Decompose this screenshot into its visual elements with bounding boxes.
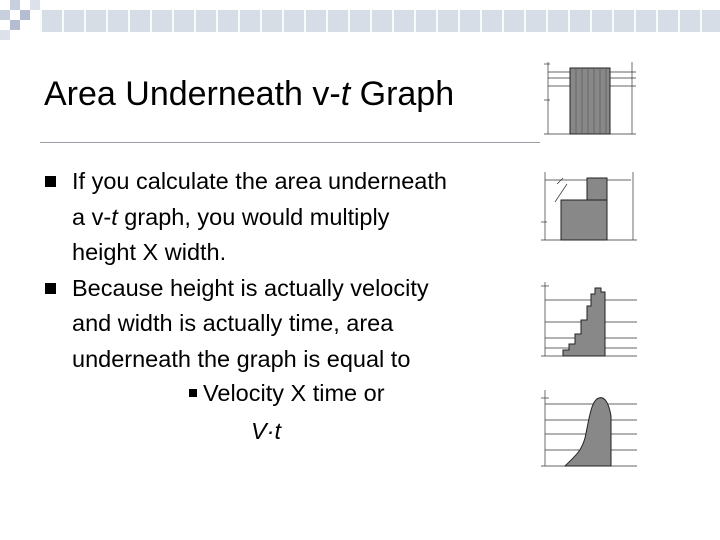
bullet-item <box>40 271 520 378</box>
bullet-line: and width is actually time, area <box>72 310 394 336</box>
header-decorative-bar <box>40 10 720 32</box>
bullet-line: If you calculate the area underneath <box>72 168 447 194</box>
bullet-item <box>40 164 520 271</box>
checkered-corner-decoration <box>0 0 40 40</box>
title-divider <box>40 142 540 143</box>
curve-area-graph <box>541 390 637 470</box>
step-area-graph <box>541 172 637 244</box>
rectangle-area-graph <box>544 62 636 138</box>
square-bullet-icon <box>45 283 56 294</box>
square-sub-bullet-icon <box>189 389 197 397</box>
staircase-area-graph <box>541 282 637 360</box>
bullet-line: height X width. <box>72 239 227 265</box>
bullet-list <box>40 164 520 377</box>
bullet-line: a v-t graph, you would multiply <box>72 203 390 230</box>
sub-bullet-item: Velocity X time or <box>189 376 385 411</box>
bullet-line: Because height is actually velocity <box>72 274 429 301</box>
slide-title: Area Underneath v-t Graph <box>44 75 455 113</box>
bullet-line: underneath the graph is equal to <box>72 345 411 372</box>
velocity-time-formula: V·t <box>251 418 282 444</box>
square-bullet-icon <box>45 176 56 187</box>
